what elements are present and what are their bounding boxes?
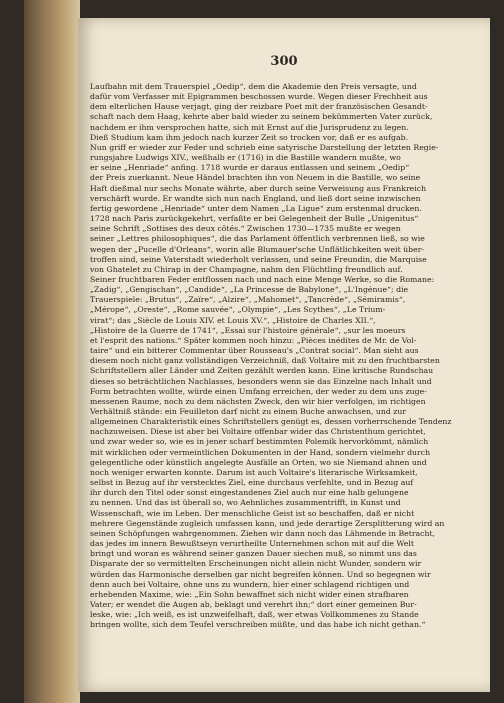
text-line: mehrere Gegenstände zugleich umfassen kann, und jede derartige Zersplitterung wird an [90,518,445,528]
text-line: das jedes im innern Bewußtseyn verurtheilte Unternehmen schon mit auf die Welt [90,539,414,549]
text-line: leske, wie: „Ich weiß, es ist unzweifelhaft, daß, wer etwas Vollkommenes zu Stande [90,610,419,620]
text-line: taire“ und ein bitterer Commentar über Rousseau's „Contrat social“. Man sieht aus [90,346,419,356]
text-line: Vater; er wendet die Augen ab, beklagt und verehrt ihn;“ dort einer gemeinen Bur- [90,599,417,609]
page-sheet [78,18,490,692]
text-line: diesem noch nicht ganz vollständigen Verzeichniß, daß Voltaire mit zu den fruchtbarsten [90,356,440,366]
text-line: Verhältniß stände: ein Feuilleton darf nicht zu einem Buche anwachsen, und zur [90,407,407,416]
page-number: 300 [270,54,298,69]
text-line: erhebenden Maxime, wie: „Ein Sohn bewaffnet sich nicht wider einen strafbaren [90,589,409,599]
text-line: denn auch bei Voltaire, ohne uns zu wundern, hier einer schlagend richtigen und [90,579,410,589]
text-line: ihr durch den Titel oder sonst eingestandenes Ziel auch nur eine halb gelungene [90,488,409,498]
text-line: virat“; das „Siècle de Louis XIV. et Louis XV.“, „Histoire de Charles XII.“, [90,315,376,325]
text-line: bringen wollte, sich dem Teufel verschreiben müßte, und das habe ich nicht gethan.“ [90,620,426,630]
text-line: dafür vom Verfasser mit Epigrammen beschossen wurde. Wegen dieser Frechheit aus [90,92,428,102]
text-line: der Preis zuerkannt. Neue Händel brachten ihn von Neuem in die Bastille, wo seine [90,173,421,183]
text-line: selbst in Bezug auf ihr verstecktes Ziel, eine durchaus verfehlte, und in Bezug auf [90,478,414,488]
book-spine [24,0,80,703]
text-line: und zwar weder so, wie es in jener scharf bestimmten Polemik hervorkömmt, nämlich [90,437,429,447]
text-line: dieses so beträchtlichen Nachlasses, besonders wenn sie das Einzelne nach Inhalt und [90,376,432,386]
text-line: „Histoire de la Guerre de 1741“, „Essai sur l'histoire générale“, „sur les moeurs [90,325,406,335]
text-line: rungsjahre Ludwigs XIV., weßhalb er (1716) in die Bastille wandern mußte, wo [90,153,401,163]
text-line: troffen sind, seine Vaterstadt wiederholt verlassen, und seine Freundin, die Marquise [90,254,427,264]
text-line: „Mérope“, „Oreste“, „Rome sauvée“, „Olympie“, „Les Scythes“, „Le Trium- [90,305,386,315]
text-line: Disparate der so vermittelten Erscheinungen nicht allein nicht Wunder, sondern wir [90,559,422,569]
text-line: messenen Raume, noch zu dem nächsten Zweck, den wir hier verfolgen, im richtigen [90,396,426,406]
text-line: mit wirklichen oder vermeintlichen Dokumenten in der Hand, sondern vielmehr durch [90,447,431,457]
text-line: seine Schrift „Sottises des deux côtés.“ Zwischen 1730—1735 mußte er wegen [90,224,401,234]
text-line: Trauerspiele: „Brutus“, „Zaïre“, „Alzire“, „Mahomet“, „Tancrède“, „Sémiramis“, [90,295,406,305]
text-line: bringt und woran es während seiner ganzen Dauer siechen muß, so nimmt uns das [90,549,417,559]
text-line: Laufbahn mit dem Trauerspiel „Oedip“, dem die Akademie den Preis versagte, und [90,82,417,91]
body-text [90,82,482,630]
text-line: Schriftstellern aller Länder und Zeiten gezählt werden kann. Eine kritische Rundschau [90,366,434,376]
text-line: gelegentliche oder künstlich angelegte Ausfälle an Orten, wo sie Niemand ahnen und [90,457,427,467]
text-line: Nun griff er wieder zur Feder und schrieb eine satyrische Darstellung der letzten Regie- [90,142,439,152]
text-line: 1728 nach Paris zurückgekehrt, verfaßte er bei Gelegenheit der Bulle „Unigenitus“ [90,214,419,224]
text-line: Dieß Studium kam ihm jedoch nach kurzer Zeit so trocken vor, daß er es aufgab. [90,132,409,142]
text-line: nachdem er ihm versprochen hatte, sich mit Ernst auf die Jurisprudenz zu legen. [90,122,409,132]
text-line: wegen der „Pucelle d'Orleans“, worin alle Blumauer'sche Unflätlichkeiten weit über- [90,244,425,254]
text-line: fertig gewordene „Henriade“ unter dem Namen „La Ligue“ zum erstenmal drucken. [90,203,422,213]
text-line: Form betrachten wollte, würde einen Umfang erreichen, der weder zu dem uns zuge- [90,386,427,396]
text-line: verschärft wurde. Er wandte sich nun nach England, und ließ dort seine inzwischen [90,193,421,203]
text-line: nachzuweisen. Diese ist aber bei Voltaire offenbar wider das Christenthum gerichtet, [90,427,426,437]
text-line: allgemeinen Charakteristik eines Schriftstellers genügt es, dessen vorherrschende Tendenz [90,417,452,427]
text-line: Wissenschaft, wie im Leben. Der menschliche Geist ist so beschaffen, daß er nicht [90,508,415,518]
text-line: Seiner fruchtbaren Feder entflossen nach und nach eine Menge Werke, so die Romane: [90,274,435,284]
text-line: et l'esprit des nations.“ Später kommen noch hinzu: „Pièces inédites de Mr. de Vol- [90,335,417,345]
text-line: würden das Harmonische derselben gar nicht begreifen können. Und so begegnen wir [90,569,431,579]
text-line: dem elterlichen Hause verjagt, ging der reizbare Poet mit der französischen Gesandt- [90,102,428,112]
text-line: seiner „Lettres philosophiques“, die das Parlament öffentlich verbrennen ließ, so wie [90,234,425,244]
text-line: zu nennen. Und das ist überall so, wo Aehnliches zusammentrifft, in Kunst und [90,498,401,508]
text-line: schaft nach dem Haag, kehrte aber bald wieder zu seinem bekümmerten Vater zurück, [90,112,433,122]
text-line: von Ghatelet zu Chirap in der Champagne, nahm den Flüchtling freundlich auf. [90,264,403,274]
text-line: „Zadig“, „Gengischan“, „Candide“, „La Princesse de Babylone“, „L'Ingénue“; die [90,285,409,295]
text-line: seinen Schöpfungen wahrgenommen. Ziehen wir dann noch das Lähmende in Betracht, [90,528,436,538]
text-line: Haft dießmal nur sechs Monate währte, aber durch seine Verweisung aus Frankreich [90,183,427,193]
text-line: er seine „Henriade“ anfing. 1718 wurde er daraus entlassen und seinem „Oedip“ [90,163,410,173]
text-line: noch weniger erwarten konnte. Darum ist auch Voltaire's literarische Wirksamkeit, [90,467,418,477]
